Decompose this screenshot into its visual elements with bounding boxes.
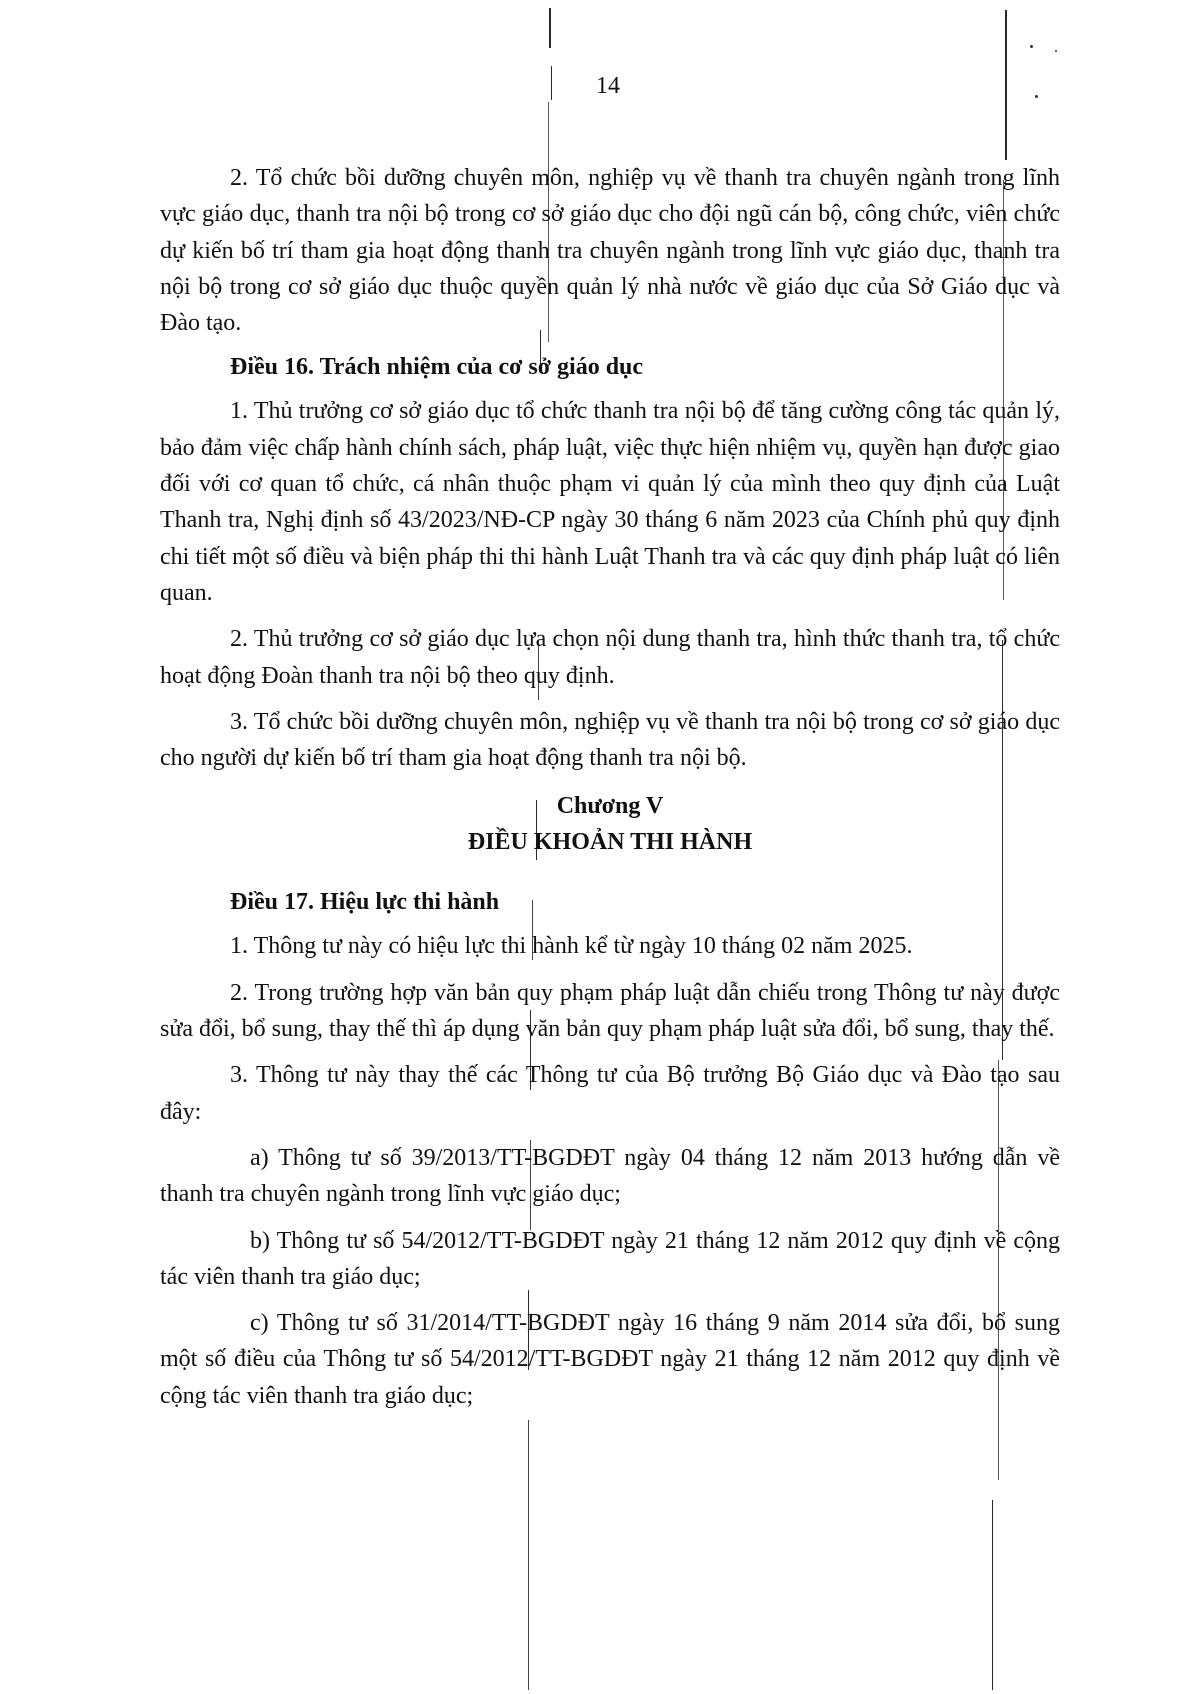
scan-artifact-line bbox=[992, 1500, 993, 1690]
scan-artifact-line bbox=[551, 66, 552, 100]
chapter-heading bbox=[160, 788, 1060, 860]
scan-artifact-dot bbox=[1035, 95, 1038, 98]
paragraph: 2. Tổ chức bồi dưỡng chuyên môn, nghiệp vụ về thanh tra chuyên ngành trong lĩnh vực giáo dục, thanh tra nội bộ trong cơ sở giáo dục cho đội ngũ cán bộ, công chức, viên chức dự kiến bố trí tham gia hoạt động thanh tra chuyên ngành trong lĩnh vực giáo dục, thanh tra nội bộ trong cơ sở giáo dục thuộc quyền quản lý nhà nước về giáo dục của Sở Giáo dục và Đào tạo. bbox=[160, 165, 1060, 337]
page-number: 14 bbox=[596, 73, 620, 99]
paragraph: 3. Tổ chức bồi dưỡng chuyên môn, nghiệp vụ về thanh tra nội bộ trong cơ sở giáo dục cho người dự kiến bố trí tham gia hoạt động thanh tra nội bộ. bbox=[160, 708, 1060, 772]
article-heading: Điều 17. Hiệu lực thi hành bbox=[230, 889, 500, 916]
paragraph: 1. Thông tư này có hiệu lực thi hành kể từ ngày 10 tháng 02 năm 2025. bbox=[230, 933, 913, 960]
paragraph: 2. Thủ trưởng cơ sở giáo dục lựa chọn nội dung thanh tra, hình thức thanh tra, tổ chức hoạt động Đoàn thanh tra nội bộ theo quy định. bbox=[160, 626, 1060, 689]
scan-artifact-dot bbox=[1030, 45, 1033, 48]
list-item: c) Thông tư số 31/2014/TT-BGDĐT ngày 16 tháng 9 năm 2014 sửa đổi, bổ sung một số điều của Thông tư số 54/2012/TT-BGDĐT ngày 21 tháng 12 năm 2012 quy định về cộng tác viên thanh tra giáo dục; bbox=[160, 1310, 1060, 1409]
scan-artifact-line bbox=[528, 1420, 529, 1690]
paragraph: 1. Thủ trưởng cơ sở giáo dục tổ chức thanh tra nội bộ để tăng cường công tác quản lý, bảo đảm việc chấp hành chính sách, pháp luật, việc thực hiện nhiệm vụ, quyền hạn được giao đối với cơ quan tổ chức, cá nhân thuộc phạm vi quản lý của mình theo quy định của Luật Thanh tra, Nghị định số 43/2023/NĐ-CP ngày 30 tháng 6 năm 2023 của Chính phủ quy định chi tiết một số điều và biện pháp thi thi hành Luật Thanh tra và các quy định pháp luật có liên quan. bbox=[160, 398, 1060, 606]
list-item: b) Thông tư số 54/2012/TT-BGDĐT ngày 21 tháng 12 năm 2012 quy định về cộng tác viên thanh tra giáo dục; bbox=[160, 1227, 1060, 1290]
chapter-label: Chương V bbox=[556, 793, 664, 820]
article-heading: Điều 16. Trách nhiệm của cơ sở giáo dục bbox=[230, 354, 644, 381]
scan-artifact-dot bbox=[1055, 50, 1057, 52]
list-item: a) Thông tư số 39/2013/TT-BGDĐT ngày 04 tháng 12 năm 2013 hướng dẫn về thanh tra chuyên ngành trong lĩnh vực giáo dục; bbox=[160, 1144, 1060, 1208]
scan-artifact-line bbox=[549, 8, 551, 48]
document-body bbox=[160, 160, 1060, 1414]
scan-artifact-line bbox=[1005, 10, 1007, 160]
chapter-title: ĐIỀU KHOẢN THI HÀNH bbox=[467, 829, 753, 856]
paragraph: 3. Thông tư này thay thế các Thông tư của Bộ trưởng Bộ Giáo dục và Đào tạo sau đây: bbox=[160, 1062, 1060, 1125]
paragraph: 2. Trong trường hợp văn bản quy phạm pháp luật dẫn chiếu trong Thông tư này được sửa đổi, bổ sung, thay thế thì áp dụng văn bản quy phạm pháp luật sửa đổi, bổ sung, thay thế. bbox=[160, 979, 1060, 1043]
